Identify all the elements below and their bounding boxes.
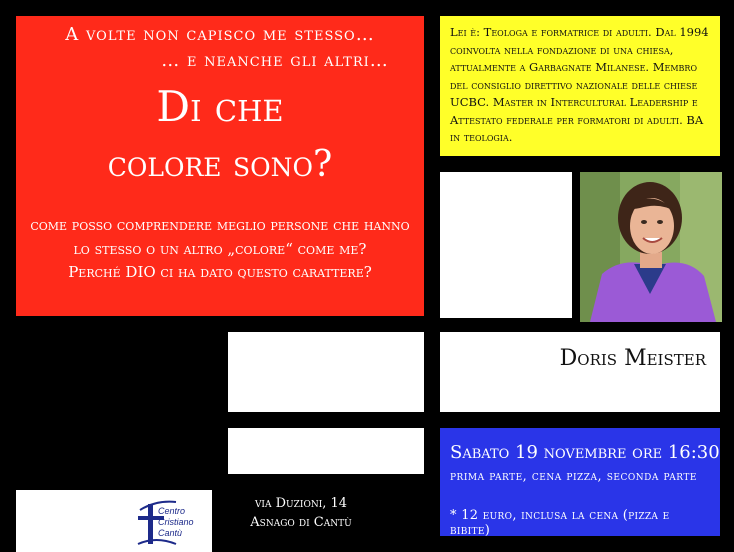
event-address [226,494,376,532]
question-line-3: Perché DIO ci ha dato questo carattere? [68,263,372,281]
decorative-block [228,332,424,412]
decorative-block [228,428,424,474]
title-line-1: Di che [156,82,284,131]
speaker-name: Doris Meister [559,346,706,371]
logo-text-1: Centro [158,506,186,516]
event-program: prima parte, cena pizza, seconda parte [450,469,697,484]
logo-text-3: Cantù [158,528,183,538]
event-date: Sabato 19 novembre ore 16:30 [450,442,720,463]
intro-line-2: … e neanche gli altri… [161,50,389,71]
decorative-block [440,172,572,318]
question-line-1: come posso comprendere meglio persone che hanno [30,216,410,234]
event-price: * 12 euro, inclusa la cena (pizza e bibite) [450,508,670,538]
address-street: via Duzioni, 14 [254,496,348,511]
headline-panel [16,16,424,316]
bio-text: Lei è: Teologa e formatrice di adulti. Dal 1994 coinvolta nella fondazione di una chiesa, attualmente a Garbagnate Milanese. Membro del consiglio direttivo nazionale delle chiese UCBC. Master in Intercultural Leadership e Attestato federale per formatori di adulti. BA in teologia. [450,25,709,144]
speaker-name-panel [440,332,720,412]
portrait-photo-icon [580,172,722,322]
logo-text-2: Cristiano [158,517,194,527]
event-panel [440,428,720,536]
intro-line-1: A volte non capisco me stesso… [65,24,375,45]
church-logo [136,500,206,546]
title-line-2: colore sono? [107,144,333,185]
address-city: Asnago di Cantù [250,515,352,530]
speaker-photo [580,172,722,322]
question-line-2: lo stesso o un altro „colore“ come me? [73,240,367,258]
bio-panel [440,16,720,156]
